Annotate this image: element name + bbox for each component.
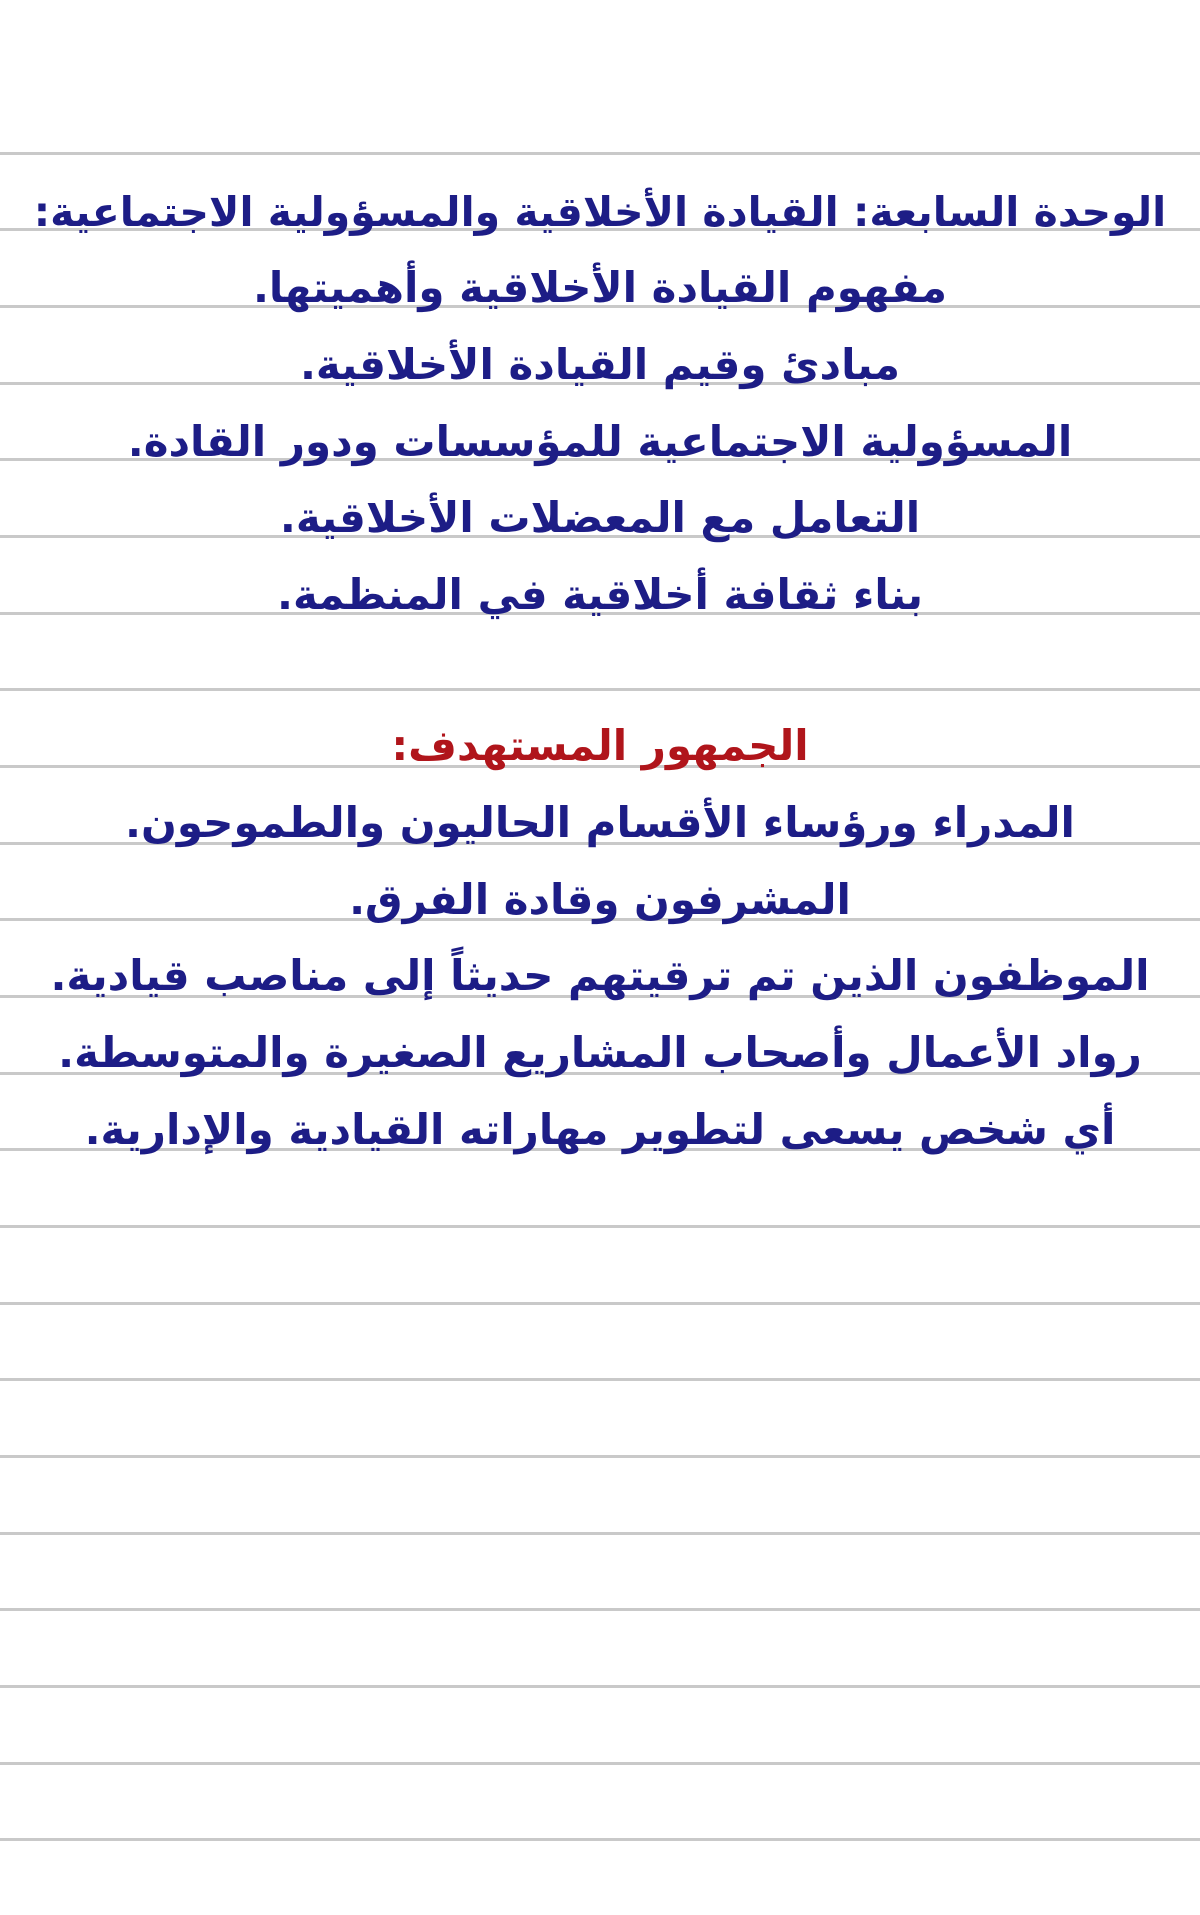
ruled-line [0,1378,1200,1381]
unit-topic: بناء ثقافة أخلاقية في المنظمة. [276,570,924,619]
unit-topic: التعامل مع المعضلات الأخلاقية. [279,493,921,542]
audience-item: المشرفون وقادة الفرق. [349,875,851,924]
ruled-line [0,1762,1200,1765]
ruled-line [0,688,1200,691]
unit-title: الوحدة السابعة: القيادة الأخلاقية والمسؤولية الاجتماعية: [33,188,1167,236]
ruled-line [0,1532,1200,1535]
audience-item: المدراء ورؤساء الأقسام الحاليون والطموحون. [125,798,1075,847]
unit-topic: مبادئ وقيم القيادة الأخلاقية. [299,340,901,389]
unit-topic: مفهوم القيادة الأخلاقية وأهميتها. [252,263,948,312]
ruled-line [0,1685,1200,1688]
ruled-line [0,152,1200,155]
ruled-line [0,1225,1200,1228]
audience-title: الجمهور المستهدف: [391,721,809,770]
ruled-line [0,1455,1200,1458]
ruled-line [0,1838,1200,1841]
ruled-line [0,1302,1200,1305]
audience-item: الموظفون الذين تم ترقيتهم حديثاً إلى مناصب قيادية. [50,951,1150,1000]
audience-item: أي شخص يسعى لتطوير مهاراته القيادية والإدارية. [84,1105,1116,1154]
audience-item: رواد الأعمال وأصحاب المشاريع الصغيرة والمتوسطة. [58,1028,1142,1077]
ruled-line [0,1608,1200,1611]
unit-topic: المسؤولية الاجتماعية للمؤسسات ودور القادة. [127,417,1073,466]
